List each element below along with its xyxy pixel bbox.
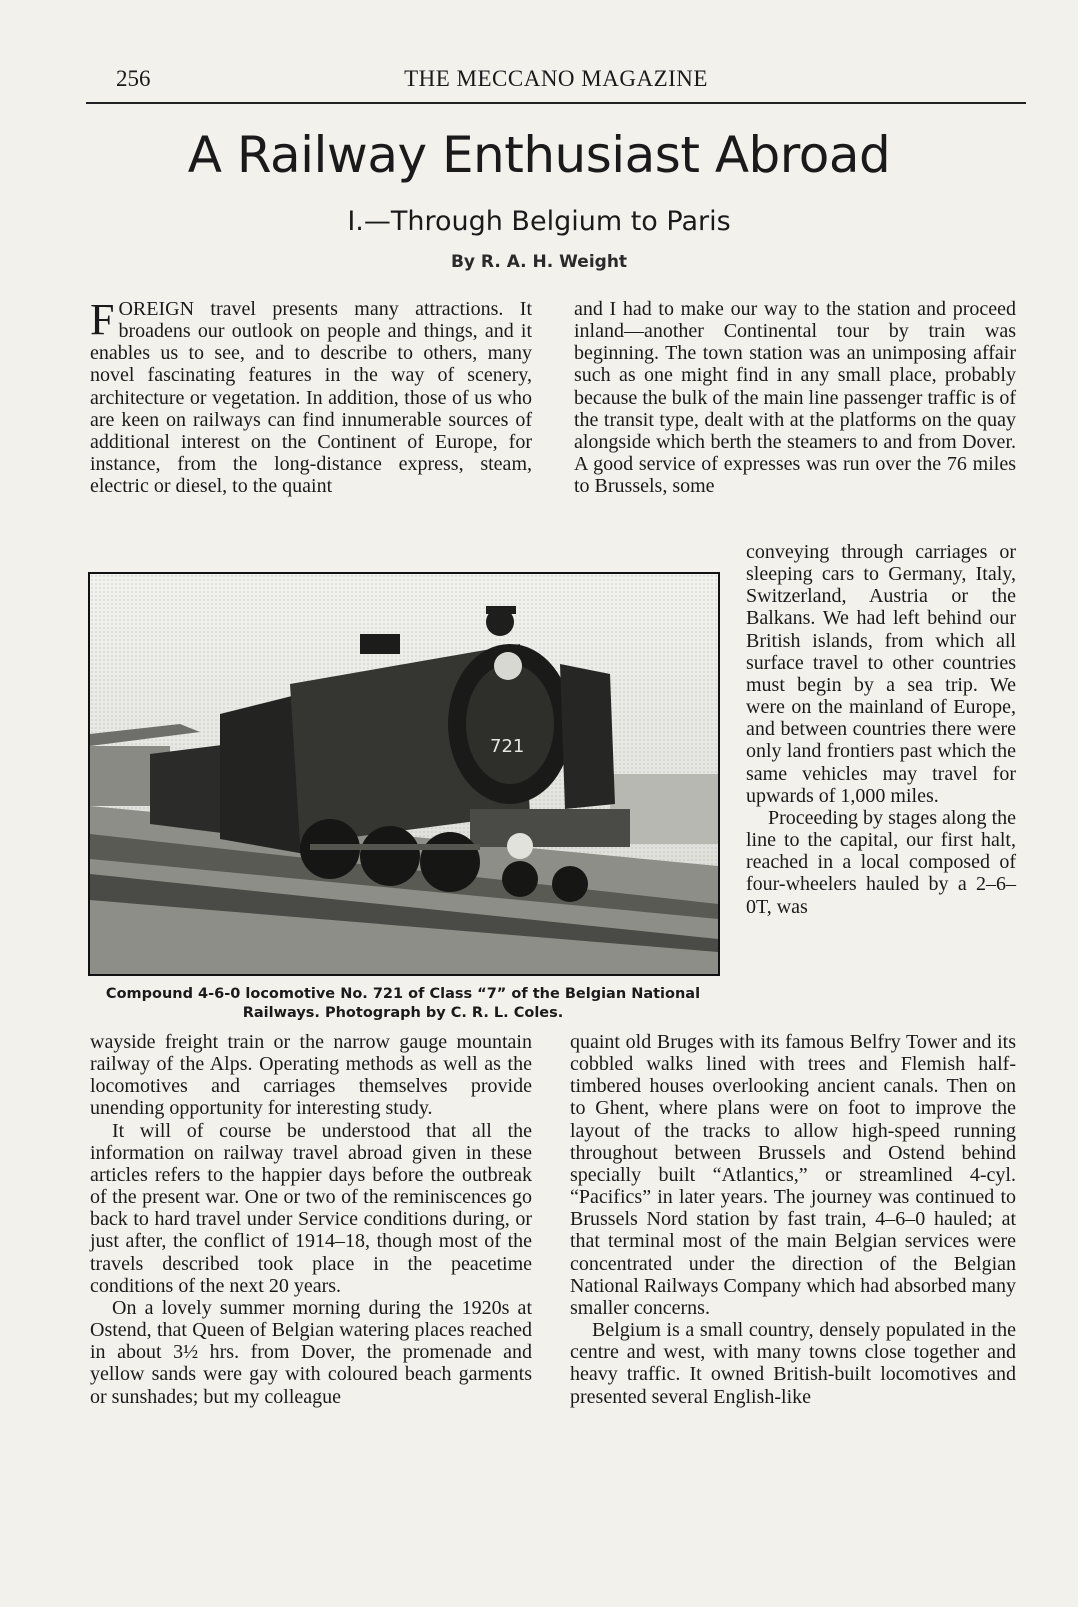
- paragraph: [90, 295, 532, 498]
- column-right-top: [574, 298, 1016, 497]
- paragraph: It will of course be understood that all the information on railway travel abroad given in these articles refers to the happier days before the outbreak of the present war. One or two of the reminiscences go back to hard travel under Service conditions during, or just after, the conflict of 1914–18, though most of the travels described took place in the peacetime conditions of the next 20 years.: [90, 1119, 532, 1297]
- paragraph-text: OREIGN travel presents many attractions. It broadens our outlook on people and things, and it enables us to see, and to describe to others, many novel fascinating features in the way of scenery, architecture or vegetation. In addition, those of us who are keen on railways can find innumerable sources of additional interest on the Continent of Europe, for instance, from the long-distance express, steam, electric or diesel, to the quaint: [90, 298, 532, 498]
- column-right-beside-photo: [746, 541, 1016, 918]
- paragraph: quaint old Bruges with its famous Belfry Tower and its cobbled walks lined with trees and Flemish half-timbered houses overlooking ancient canals. Then on to Ghent, where plans were on foot to improve the layout of the tracks to allow high-speed running throughout between Brussels and Ostend behind specially built “Atlantics,” or streamlined 4-cyl. “Pacifics” in later years. The journey was continued to Brussels Nord station by fast train, 4–6–0 hauled; at that terminal most of the main Belgian services were concentrated under the direction of the Belgian National Railways Company which had absorbed many smaller concerns.: [570, 1031, 1016, 1319]
- column-left-bottom: [90, 1031, 532, 1408]
- paragraph: wayside freight train or the narrow gauge mountain railway of the Alps. Operating methods as well as the locomotives and carriages themselves provide unending opportunity for interesting study.: [90, 1031, 532, 1120]
- article-subtitle: I.—Through Belgium to Paris: [347, 206, 731, 237]
- locomotive-photo: [88, 572, 720, 976]
- locomotive-illustration: [90, 574, 718, 974]
- paragraph: and I had to make our way to the station and proceed inland—another Continental tour by train was beginning. The town station was an unimposing affair such as one might find in any small place, probably because the bulk of the main line passenger traffic is of the transit type, dealt with at the platforms on the quay alongside which berth the steamers to and from Dover. A good service of expresses was run over the 76 miles to Brussels, some: [574, 298, 1016, 498]
- paragraph: Belgium is a small country, densely populated in the centre and west, with many towns close together and heavy traffic. It owned British-built locomotives and presented several English-like: [570, 1319, 1016, 1408]
- paragraph: On a lovely summer morning during the 1920s at Ostend, that Queen of Belgian watering places reached in about 3½ hrs. from Dover, the promenade and yellow sands were gay with coloured beach garments or sunshades; but my colleague: [90, 1296, 532, 1408]
- page-number: 256: [116, 66, 151, 91]
- article-byline: By R. A. H. Weight: [450, 252, 628, 272]
- column-left-top: [90, 295, 532, 498]
- article-title: A Railway Enthusiast Abroad: [187, 126, 891, 184]
- magazine-title: THE MECCANO MAGAZINE: [404, 66, 708, 91]
- running-head: [86, 66, 1026, 100]
- paragraph: Proceeding by stages along the line to the capital, our first halt, reached in a local composed of four-wheelers hauled by a 2–6–0T, was: [746, 806, 1016, 918]
- header-rule: [86, 102, 1026, 104]
- drop-cap: F: [90, 295, 115, 344]
- photo-caption: Compound 4-6-0 locomotive No. 721 of Class “7” of the Belgian National Railways. Photograph by C. R. L. Coles.: [105, 986, 701, 1021]
- paragraph: conveying through carriages or sleeping cars to Germany, Italy, Switzerland, Austria or the Balkans. We had left behind our British islands, from which all surface travel to other countries must begin by a sea trip. We were on the mainland of Europe, and between countries there were only land frontiers past which the same vehicles may travel for upwards of 1,000 miles.: [746, 541, 1016, 807]
- column-right-bottom: [570, 1031, 1016, 1408]
- loco-number-plate: 721: [490, 736, 525, 757]
